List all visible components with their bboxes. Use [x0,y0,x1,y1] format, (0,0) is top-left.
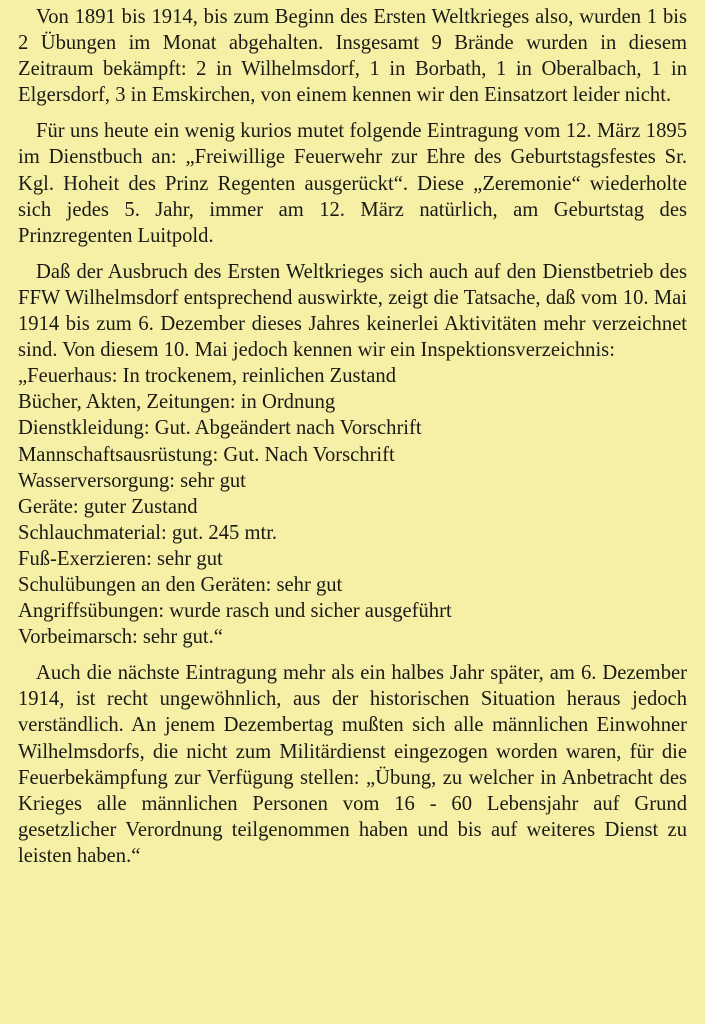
list-item: Wasserversorgung: sehr gut [18,469,246,492]
paragraph-3-block [18,259,687,650]
paragraph-3: Daß der Ausbruch des Ersten Weltkrieges sich auch auf den Dienstbetrieb des FFW Wilhelmsdorf entsprechend auswirkte, zeigt die Tatsache, daß vom 10. Mai 1914 bis zum 6. Dezember dieses Jahres keinerlei Aktivitäten mehr verzeichnet sind. Von diesem 10. Mai jedoch kennen wir ein Inspektionsverzeichnis: [18,260,687,362]
paragraph-2: Für uns heute ein wenig kurios mutet folgende Eintragung vom 12. März 1895 im Dienstbuch an: „Freiwillige Feuerwehr zur Ehre des Geburtstagsfestes Sr. Kgl. Hoheit des Prinz Regenten ausgerückt“. Diese „Zeremonie“ wiederholte sich jedes 5. Jahr, immer am 12. März natürlich, am Geburtstag des Prinzregenten Luitpold. [18,120,687,247]
list-item: Dienstkleidung: Gut. Abgeändert nach Vorschrift [18,417,422,440]
list-item: Angriffsübungen: wurde rasch und sicher ausgeführt [18,600,452,623]
list-item: „Feuerhaus: In trockenem, reinlichen Zustand [18,365,396,388]
paragraph-1: Von 1891 bis 1914, bis zum Beginn des Ersten Weltkrieges also, wurden 1 bis 2 Übungen im Monat abgehalten. Insgesamt 9 Brände wurden in diesem Zeitraum bekämpft: 2 in Wilhelmsdorf, 1 in Borbath, 1 in Oberalbach, 1 in Elgersdorf, 3 in Emskirchen, von einem kennen wir den Einsatzort leider nicht. [18,6,687,107]
list-item: Fuß-Exerzieren: sehr gut [18,547,223,570]
list-item: Bücher, Akten, Zeitungen: in Ordnung [18,391,336,414]
list-item: Mannschaftsausrüstung: Gut. Nach Vorschrift [18,443,395,466]
list-item: Geräte: guter Zustand [18,495,198,518]
list-item: Schlauchmaterial: gut. 245 mtr. [18,521,278,544]
list-item: Vorbeimarsch: sehr gut.“ [18,626,223,649]
inspection-list [18,363,687,650]
list-item: Schulübungen an den Geräten: sehr gut [18,573,343,596]
paragraph-4: Auch die nächste Eintragung mehr als ein halbes Jahr später, am 6. Dezember 1914, ist recht ungewöhnlich, aus der historischen Situation heraus jedoch verständlich. An jenem Dezembertag mußten sich alle männlichen Einwohner Wilhelmsdorfs, die nicht zum Militärdienst eingezogen worden waren, für die Feuerbekämpfung zur Verfügung stellen: „Übung, zu welcher in Anbetracht des Krieges alle männlichen Personen vom 16 - 60 Lebensjahr auf Grund gesetzlicher Verordnung teilgenommen haben und bis auf weiteres Dienst zu leisten haben.“ [18,662,687,867]
